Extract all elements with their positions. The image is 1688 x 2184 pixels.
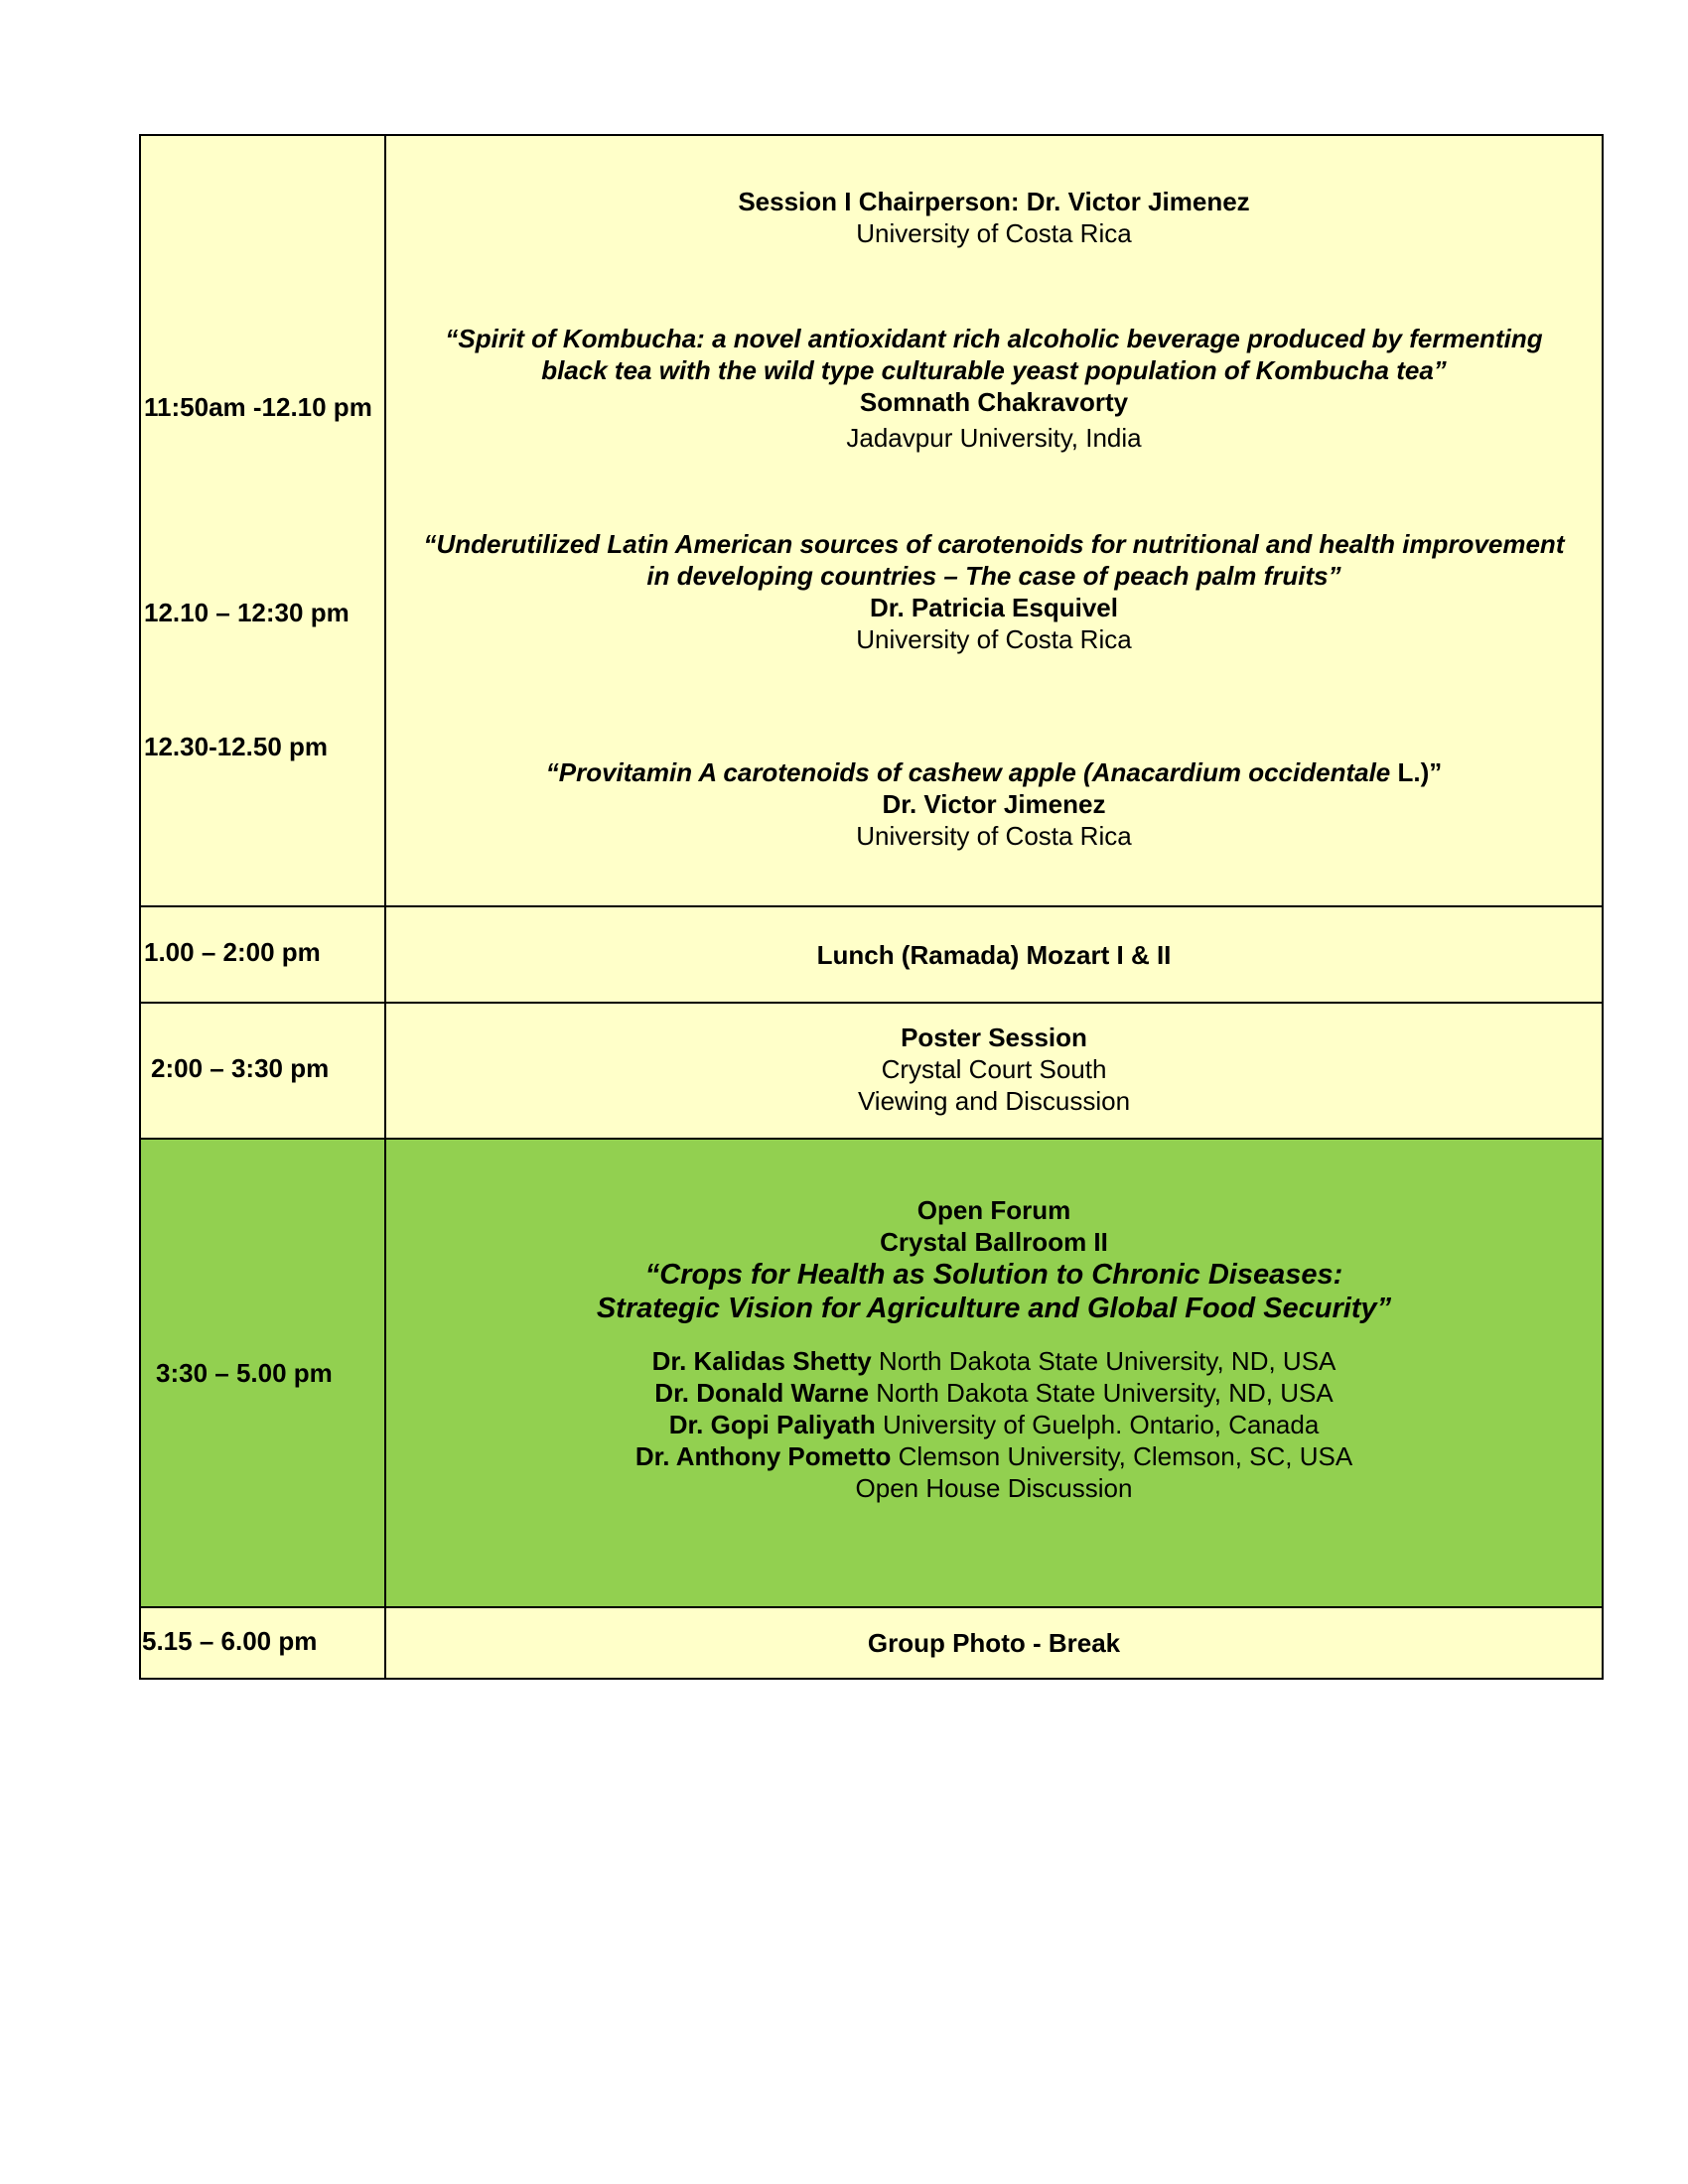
talk-3-title-part-1: “Provitamin A carotenoids of cashew apple (	[545, 757, 1092, 787]
talk-1-affiliation: Jadavpur University, India	[846, 423, 1142, 453]
session-chair	[386, 186, 1602, 249]
talk-1	[386, 323, 1602, 454]
forum-details	[386, 1194, 1602, 1504]
panelist-affiliation: Clemson University, Clemson, SC, USA	[891, 1441, 1353, 1471]
talk-1-speaker: Somnath Chakravorty	[859, 387, 1129, 417]
lunch-row	[141, 905, 1602, 1002]
schedule-table	[139, 134, 1604, 1680]
forum-theme-line-2: Strategic Vision for Agriculture and Global Food Security”	[596, 1293, 1392, 1324]
photo-content	[386, 1608, 1602, 1678]
poster-note: Viewing and Discussion	[857, 1086, 1131, 1116]
talk-3-title-part-3: L.)”	[1390, 757, 1443, 787]
talk-2-title-line-2: in developing countries – The case of peach palm fruits”	[646, 561, 1341, 591]
talk-3-title-species: Anacardium occidentale	[1091, 757, 1391, 787]
panelist	[386, 1345, 1602, 1377]
panelist-name: Dr. Kalidas Shetty	[651, 1346, 872, 1376]
session-time-column	[141, 136, 386, 905]
poster-title: Poster Session	[901, 1023, 1087, 1052]
forum-theme-line-1: “Crops for Health as Solution to Chronic Diseases:	[644, 1259, 1343, 1291]
forum-content	[386, 1140, 1602, 1606]
talk-3-time: 12.30-12.50 pm	[144, 732, 329, 761]
talk-1-title-line-2: black tea with the wild type culturable yeast population of Kombucha tea”	[541, 355, 1447, 385]
panelist	[386, 1377, 1602, 1409]
poster-details	[386, 1022, 1602, 1117]
panelist-affiliation: North Dakota State University, ND, USA	[869, 1378, 1334, 1408]
forum-time-cell	[141, 1140, 386, 1606]
talk-3-affiliation: University of Costa Rica	[856, 821, 1132, 851]
talk-1-time: 11:50am -12.10 pm	[144, 392, 372, 422]
poster-content	[386, 1004, 1602, 1138]
panelist-affiliation: North Dakota State University, ND, USA	[871, 1346, 1336, 1376]
panelist-name: Dr. Anthony Pometto	[634, 1441, 892, 1471]
session-chair-label: Session I Chairperson: Dr. Victor Jimenez	[738, 187, 1250, 216]
forum-row	[141, 1138, 1602, 1606]
forum-title: Open Forum	[916, 1195, 1071, 1225]
panelist-affiliation: University of Guelph. Ontario, Canada	[875, 1410, 1320, 1439]
session-chair-affiliation: University of Costa Rica	[856, 218, 1132, 248]
photo-time: 5.15 – 6.00 pm	[142, 1626, 318, 1656]
talk-2-title-line-1: “Underutilized Latin American sources of carotenoids for nutritional and health improvement	[423, 529, 1565, 559]
forum-location: Crystal Ballroom II	[880, 1227, 1108, 1257]
poster-row	[141, 1002, 1602, 1138]
talk-3-speaker: Dr. Victor Jimenez	[882, 789, 1106, 819]
photo-row	[141, 1606, 1602, 1678]
talk-3	[386, 756, 1602, 852]
lunch-time: 1.00 – 2:00 pm	[144, 937, 321, 967]
lunch-content	[386, 907, 1602, 1002]
talk-3-title	[386, 756, 1602, 788]
talk-2-affiliation: University of Costa Rica	[856, 624, 1132, 654]
panelist	[386, 1409, 1602, 1440]
photo-time-cell	[141, 1608, 386, 1678]
poster-time: 2:00 – 3:30 pm	[151, 1053, 330, 1083]
panelist	[386, 1440, 1602, 1472]
talk-2	[386, 528, 1602, 655]
forum-closing: Open House Discussion	[855, 1473, 1133, 1503]
talk-2-speaker: Dr. Patricia Esquivel	[869, 593, 1118, 622]
photo-label: Group Photo - Break	[867, 1628, 1121, 1658]
forum-time: 3:30 – 5.00 pm	[156, 1358, 333, 1388]
lunch-time-cell	[141, 907, 386, 1002]
talk-1-title-line-1: “Spirit of Kombucha: a novel antioxidant rich alcoholic beverage produced by fermenting	[445, 324, 1543, 353]
session-content	[386, 136, 1602, 905]
poster-time-cell	[141, 1004, 386, 1138]
poster-location: Crystal Court South	[881, 1054, 1107, 1084]
session-row	[141, 136, 1602, 905]
talk-2-time: 12.10 – 12:30 pm	[144, 598, 350, 627]
lunch-label: Lunch (Ramada) Mozart I & II	[816, 939, 1172, 970]
panelist-name: Dr. Donald Warne	[654, 1378, 870, 1408]
panelist-name: Dr. Gopi Paliyath	[668, 1410, 876, 1439]
